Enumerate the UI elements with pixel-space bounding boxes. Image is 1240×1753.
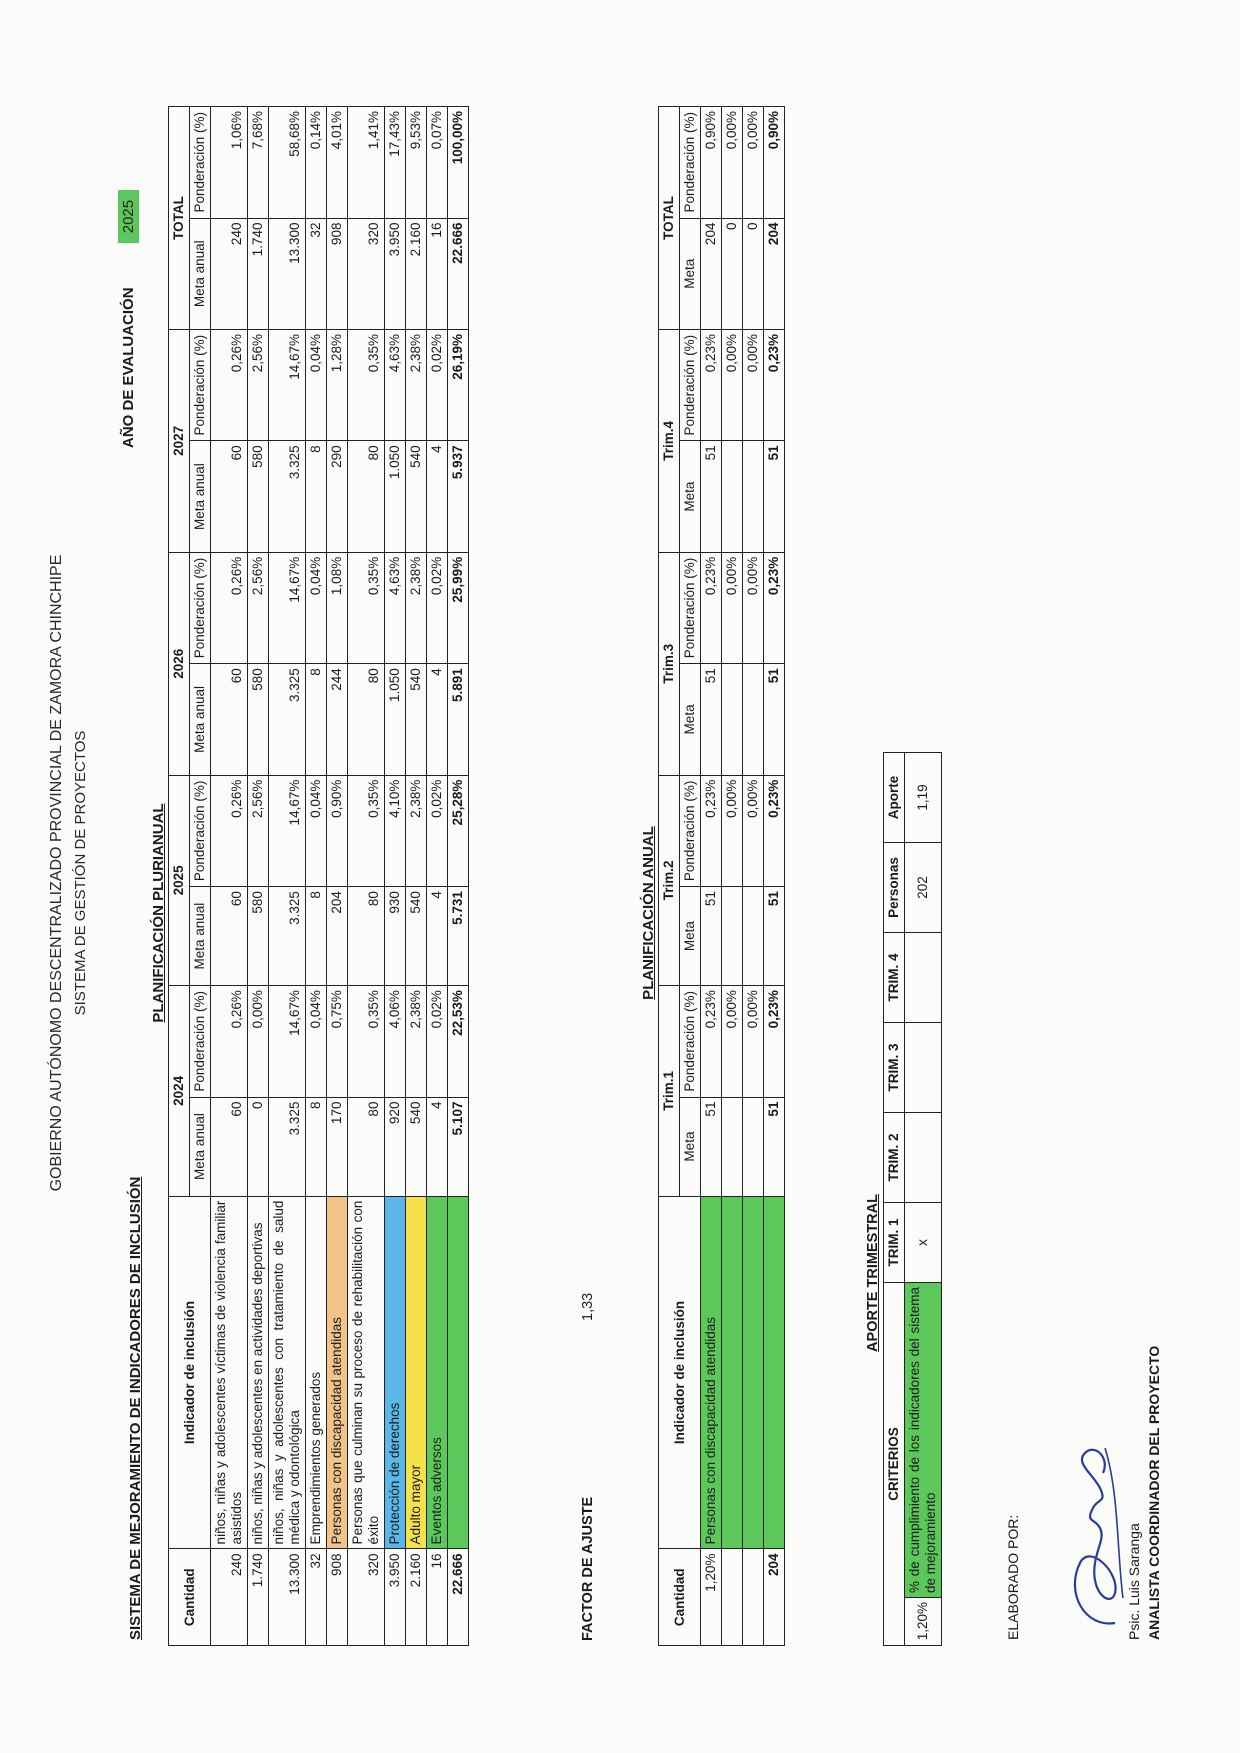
cantidad-cell: 1,20% [701,1549,722,1646]
col-trim-3: Trim.3 [659,552,680,775]
value-cell: 0,00% [722,986,743,1097]
value-cell: 0,23% [701,775,722,886]
value-cell: 0,35% [348,775,385,886]
value-cell: 204 [701,218,722,329]
value-cell: 0,00% [722,552,743,663]
aporte-title: APORTE TRIMESTRAL [865,1194,881,1352]
plurianual-meta-header: Meta anual [190,1097,211,1196]
total-value-cell: 51 [764,887,785,986]
total-cantidad: 22.666 [448,1549,469,1646]
value-cell: 80 [348,1097,385,1196]
value-cell: 17,43% [385,107,406,219]
value-cell: 13.300 [269,218,306,329]
col-year-2027: 2027 [169,329,190,552]
indicador-cell: niños, niñas y adolescentes con tratamiento de salud médica y odontológica [269,1196,306,1549]
aporte-col-personas: Personas [884,843,905,933]
value-cell: 290 [327,441,348,552]
value-cell: 8 [306,441,327,552]
value-cell: 0,35% [348,986,385,1097]
value-cell: 1.050 [385,664,406,775]
value-cell: 0,07% [427,107,448,219]
table-row [406,107,427,1646]
value-cell: 1.740 [248,218,269,329]
value-cell: 4,10% [385,775,406,886]
total-value-cell: 26,19% [448,329,469,440]
anual-ponderacion-header: Ponderación (%) [680,986,701,1097]
anual-ponderacion-header: Ponderación (%) [680,329,701,440]
value-cell: 80 [348,664,385,775]
total-cantidad: 204 [764,1549,785,1646]
value-cell: 8 [306,1097,327,1196]
table-row [348,107,385,1646]
cantidad-cell: 32 [306,1549,327,1646]
value-cell: 16 [427,218,448,329]
value-cell: 0,23% [701,329,722,440]
value-cell: 0,90% [327,775,348,886]
cantidad-cell: 2.160 [406,1549,427,1646]
value-cell: 0,04% [306,986,327,1097]
value-cell: 244 [327,664,348,775]
cantidad-cell [722,1549,743,1646]
aporte-trim4-value [905,933,942,1023]
value-cell: 0,00% [743,107,764,219]
value-cell: 0,04% [306,775,327,886]
value-cell: 0,23% [701,986,722,1097]
value-cell: 0,02% [427,986,448,1097]
indicador-cell: Personas con discapacidad atendidas [701,1196,722,1549]
value-cell: 0,02% [427,552,448,663]
anual-col-cantidad: Cantidad [659,1549,701,1646]
value-cell: 0,00% [743,552,764,663]
value-cell [722,1097,743,1196]
plurianual-title: PLANIFICACIÓN PLURIANUAL [150,803,167,1023]
value-cell: 1,28% [327,329,348,440]
plurianual-ponderacion-header: Ponderación (%) [190,775,211,886]
value-cell: 3.950 [385,218,406,329]
aporte-col-aporte: Aporte [884,753,905,843]
value-cell: 0,00% [743,775,764,886]
col-year-2026: 2026 [169,552,190,775]
total-value-cell: 5.107 [448,1097,469,1196]
value-cell: 320 [348,218,385,329]
total-indicador-blank [764,1196,785,1549]
value-cell: 60 [211,664,248,775]
total-value-cell: 22,53% [448,986,469,1097]
value-cell: 60 [211,887,248,986]
value-cell: 14,67% [269,329,306,440]
value-cell: 2,38% [406,329,427,440]
value-cell: 0,90% [701,107,722,219]
value-cell: 0,04% [306,552,327,663]
plurianual-meta-header: Meta anual [190,887,211,986]
value-cell: 51 [701,664,722,775]
table-row [743,107,764,1646]
value-cell: 0,02% [427,775,448,886]
value-cell: 4 [427,887,448,986]
value-cell [722,887,743,986]
value-cell: 0,00% [743,986,764,1097]
total-value-cell: 0,90% [764,107,785,219]
aporte-row [905,753,942,1646]
plurianual-meta-header: Meta anual [190,218,211,329]
total-value-cell: 25,28% [448,775,469,886]
indicador-cell: Protección de derechos [385,1196,406,1549]
value-cell: 2,38% [406,775,427,886]
aporte-table [883,752,942,1646]
system-title: SISTEMA DE GESTIÓN DE PROYECTOS [72,730,89,1016]
value-cell: 0,23% [701,552,722,663]
value-cell: 4,63% [385,329,406,440]
value-cell: 0 [743,218,764,329]
value-cell: 1.050 [385,441,406,552]
anual-col-indicador: Indicador de inclusión [659,1196,701,1549]
plurianual-table [168,106,469,1646]
anual-ponderacion-header: Ponderación (%) [680,775,701,886]
value-cell: 0,00% [743,329,764,440]
value-cell: 0,26% [211,329,248,440]
value-cell: 0,00% [722,329,743,440]
indicador-cell: Personas con discapacidad atendidas [327,1196,348,1549]
indicador-cell: Personas que culminan su proceso de rehabilitación con éxito [348,1196,385,1549]
value-cell: 580 [248,441,269,552]
indicador-cell: Emprendimientos generados [306,1196,327,1549]
total-value-cell: 5.937 [448,441,469,552]
value-cell: 0,00% [248,986,269,1097]
value-cell: 0,26% [211,775,248,886]
value-cell: 1,41% [348,107,385,219]
total-value-cell: 0,23% [764,986,785,1097]
aporte-col-trim1: TRIM. 1 [884,1203,905,1283]
value-cell: 0,75% [327,986,348,1097]
value-cell: 0,00% [722,107,743,219]
total-value-cell: 51 [764,664,785,775]
value-cell: 80 [348,441,385,552]
value-cell: 170 [327,1097,348,1196]
anual-meta-header: Meta [680,887,701,986]
value-cell: 908 [327,218,348,329]
value-cell: 540 [406,664,427,775]
value-cell: 9,53% [406,107,427,219]
value-cell: 0 [722,218,743,329]
value-cell: 0 [248,1097,269,1196]
table-row [269,107,306,1646]
anual-ponderacion-header: Ponderación (%) [680,552,701,663]
value-cell: 14,67% [269,986,306,1097]
value-cell: 4,01% [327,107,348,219]
indicador-cell: niños, niñas y adolescentes en actividades deportivas [248,1196,269,1549]
eval-year-block [120,190,137,448]
value-cell: 0,26% [211,552,248,663]
total-value-cell: 22.666 [448,218,469,329]
value-cell: 204 [327,887,348,986]
org-title: GOBIERNO AUTÓNOMO DESCENTRALIZADO PROVINCIAL DE ZAMORA CHINCHIPE [48,554,65,1192]
plurianual-meta-header: Meta anual [190,441,211,552]
value-cell: 3.325 [269,441,306,552]
value-cell: 0,02% [427,329,448,440]
value-cell: 51 [701,441,722,552]
factor-label: FACTOR DE AJUSTE [580,1496,596,1641]
total-row [448,107,469,1646]
cantidad-cell [743,1549,764,1646]
value-cell: 2,38% [406,552,427,663]
value-cell: 0,14% [306,107,327,219]
value-cell: 8 [306,887,327,986]
value-cell [722,441,743,552]
cantidad-cell: 1.740 [248,1549,269,1646]
value-cell: 51 [701,887,722,986]
plurianual-ponderacion-header: Ponderación (%) [190,986,211,1097]
value-cell: 1,08% [327,552,348,663]
value-cell: 80 [348,887,385,986]
indicador-cell [743,1196,764,1549]
value-cell: 14,67% [269,552,306,663]
col-total: TOTAL [169,107,190,330]
anual-table [658,106,785,1646]
value-cell: 2,56% [248,775,269,886]
total-value-cell: 5.731 [448,887,469,986]
value-cell: 4 [427,1097,448,1196]
table-row [427,107,448,1646]
table-row [306,107,327,1646]
value-cell: 32 [306,218,327,329]
anual-ponderacion-header: Ponderación (%) [680,107,701,219]
value-cell: 60 [211,1097,248,1196]
value-cell: 8 [306,664,327,775]
anual-meta-header: Meta [680,218,701,329]
table-row [701,107,722,1646]
value-cell: 540 [406,1097,427,1196]
col-trim-4: Trim.4 [659,329,680,552]
aporte-trim2-value [905,1113,942,1203]
cantidad-cell: 13.300 [269,1549,306,1646]
value-cell: 580 [248,887,269,986]
value-cell: 240 [211,218,248,329]
value-cell: 0,00% [722,775,743,886]
aporte-col-trim4: TRIM. 4 [884,933,905,1023]
plurianual-meta-header: Meta anual [190,664,211,775]
value-cell: 1,06% [211,107,248,219]
aporte-trim3-value [905,1023,942,1113]
value-cell: 60 [211,441,248,552]
table-row [385,107,406,1646]
anual-title: PLANIFICACIÓN ANUAL [640,826,657,1000]
factor-value: 1,33 [580,1292,596,1321]
value-cell: 4,63% [385,552,406,663]
cantidad-cell: 240 [211,1549,248,1646]
cantidad-cell: 320 [348,1549,385,1646]
eval-year: 2025 [118,190,139,243]
value-cell: 51 [701,1097,722,1196]
total-value-cell: 25,99% [448,552,469,663]
value-cell: 4 [427,441,448,552]
value-cell: 3.325 [269,887,306,986]
value-cell: 4,06% [385,986,406,1097]
total-value-cell: 0,23% [764,329,785,440]
plurianual-ponderacion-header: Ponderación (%) [190,552,211,663]
aporte-aporte-value: 1,19 [905,753,942,843]
col-indicador: Indicador de inclusión [169,1196,211,1549]
value-cell: 2,56% [248,552,269,663]
total-value-cell: 100,00% [448,107,469,219]
value-cell [722,664,743,775]
value-cell: 540 [406,887,427,986]
value-cell [743,441,764,552]
table-row [722,107,743,1646]
cantidad-cell: 908 [327,1549,348,1646]
signer-role: ANALISTA COORDINADOR DEL PROYECTO [1146,1345,1162,1640]
indicador-cell: Eventos adversos [427,1196,448,1549]
total-value-cell: 51 [764,1097,785,1196]
total-row [764,107,785,1646]
value-cell: 0,35% [348,552,385,663]
value-cell [743,664,764,775]
value-cell: 7,68% [248,107,269,219]
value-cell: 0,35% [348,329,385,440]
anual-col-total: TOTAL [659,107,680,330]
value-cell: 930 [385,887,406,986]
value-cell: 0,26% [211,986,248,1097]
aporte-col-criterios: CRITERIOS [884,1283,905,1646]
value-cell: 58,68% [269,107,306,219]
value-cell: 2,56% [248,329,269,440]
total-value-cell: 51 [764,441,785,552]
aporte-col-trim2: TRIM. 2 [884,1113,905,1203]
total-value-cell: 204 [764,218,785,329]
indicador-cell: Adulto mayor [406,1196,427,1549]
anual-meta-header: Meta [680,1097,701,1196]
total-value-cell: 5.891 [448,664,469,775]
aporte-col-trim3: TRIM. 3 [884,1023,905,1113]
elaborado-label: ELABORADO POR: [1005,1514,1021,1640]
value-cell [743,1097,764,1196]
value-cell: 580 [248,664,269,775]
value-cell: 0,04% [306,329,327,440]
plurianual-ponderacion-header: Ponderación (%) [190,329,211,440]
value-cell [743,887,764,986]
col-trim-1: Trim.1 [659,986,680,1196]
total-indicador-blank [448,1196,469,1549]
indicador-cell: niños, niñas y adolescentes víctimas de violencia familiar asistidos [211,1196,248,1549]
col-year-2024: 2024 [169,986,190,1196]
col-year-2025: 2025 [169,775,190,985]
eval-label: AÑO DE EVALUACIÓN [120,287,137,448]
value-cell: 14,67% [269,775,306,886]
aporte-pct: 1,20% [905,1598,942,1646]
plurianual-ponderacion-header: Ponderación (%) [190,107,211,219]
col-cantidad: Cantidad [169,1549,211,1646]
value-cell: 3.325 [269,664,306,775]
value-cell: 3.325 [269,1097,306,1196]
aporte-personas-value: 202 [905,843,942,933]
table-row [248,107,269,1646]
indicador-cell [722,1196,743,1549]
aporte-criterio: % de cumplimiento de los indicadores del sistema de mejoramiento [905,1283,942,1598]
total-value-cell: 0,23% [764,775,785,886]
value-cell: 2.160 [406,218,427,329]
cantidad-cell: 16 [427,1549,448,1646]
table-row [327,107,348,1646]
table-row [211,107,248,1646]
signer-name: Psic. Luis Saranga [1126,1523,1142,1640]
value-cell: 920 [385,1097,406,1196]
cantidad-cell: 3.950 [385,1549,406,1646]
section-title: SISTEMA DE MEJORAMIENTO DE INDICADORES DE INCLUSIÓN [127,1176,144,1640]
value-cell: 4 [427,664,448,775]
value-cell: 2,38% [406,986,427,1097]
anual-meta-header: Meta [680,441,701,552]
total-value-cell: 0,23% [764,552,785,663]
aporte-trim1-value: x [905,1203,942,1283]
col-trim-2: Trim.2 [659,775,680,985]
value-cell: 540 [406,441,427,552]
anual-meta-header: Meta [680,664,701,775]
